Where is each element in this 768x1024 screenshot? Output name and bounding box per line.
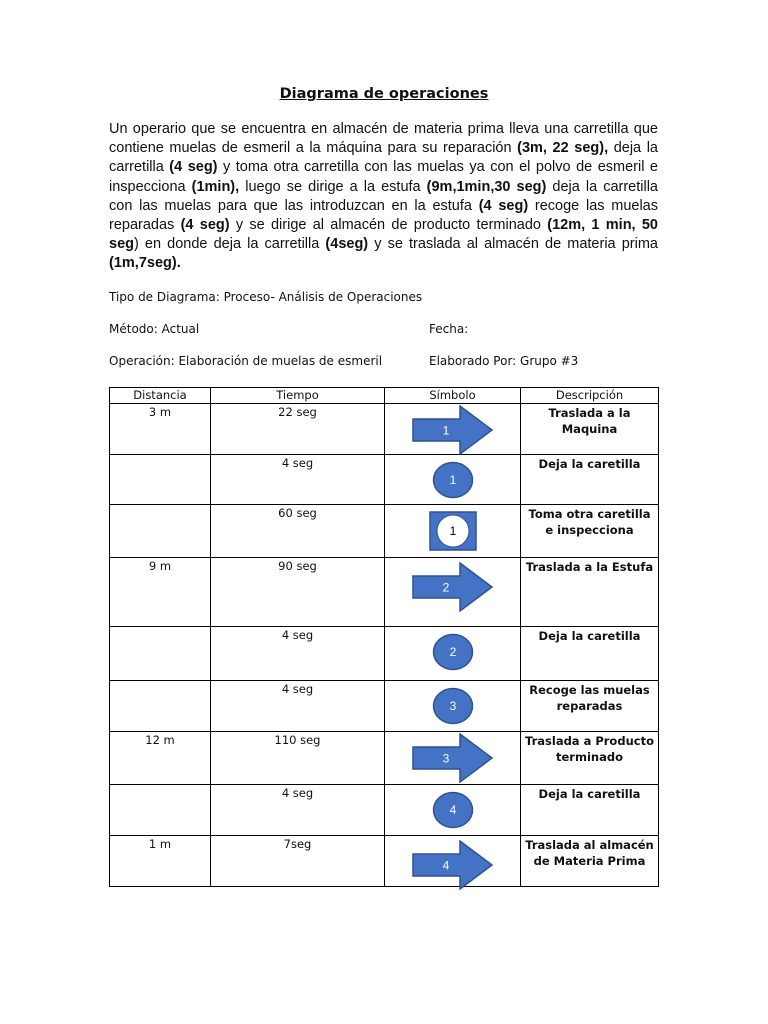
table-row <box>110 404 659 455</box>
symbol-number: 4 <box>442 858 449 873</box>
table-row <box>110 836 659 887</box>
table-row <box>110 627 659 681</box>
cell-tiempo: 4 seg <box>211 785 385 836</box>
cell-tiempo: 22 seg <box>211 404 385 455</box>
cell-distancia <box>110 505 211 558</box>
table-row <box>110 505 659 558</box>
cell-simbolo <box>385 558 521 627</box>
symbol-number: 1 <box>442 423 449 438</box>
table-row <box>110 732 659 785</box>
paragraph-text-run: ) en donde deja la carretilla <box>134 236 326 253</box>
cell-descripcion: Traslada a Producto terminado <box>521 732 659 785</box>
paragraph-text-run: y se traslada al almacén de materia prima <box>368 236 658 253</box>
symbol-shape <box>429 511 477 554</box>
cell-descripcion: Deja la caretilla <box>521 455 659 505</box>
cell-simbolo <box>385 732 521 785</box>
cell-tiempo: 110 seg <box>211 732 385 785</box>
symbol-shape <box>412 840 494 893</box>
cell-descripcion: Deja la caretilla <box>521 627 659 681</box>
paragraph-bold-run: (9m,1min,30 seg) <box>426 178 547 195</box>
paragraph-text-run: luego se dirige a la estufa <box>239 178 427 195</box>
paragraph-text-run: deja la carretilla <box>109 140 658 176</box>
symbol-number: 3 <box>442 751 449 766</box>
method: Método: Actual <box>109 322 200 336</box>
paragraph-bold-run: (4 seg) <box>180 217 230 234</box>
cell-distancia: 3 m <box>110 404 211 455</box>
symbol-number: 2 <box>442 580 449 595</box>
paragraph-text-run: deja la carretilla con las muelas para que las introduzcan en la estufa <box>109 178 658 214</box>
cell-simbolo <box>385 681 521 732</box>
table-row <box>110 681 659 732</box>
paragraph-bold-run: (12m, 1 min, 50 seg <box>109 217 658 253</box>
cell-simbolo <box>385 404 521 455</box>
header-tiempo: Tiempo <box>211 388 385 404</box>
problem-description <box>109 120 658 274</box>
operation: Operación: Elaboración de muelas de esmeril <box>109 354 383 368</box>
cell-descripcion: Traslada a la Estufa <box>521 558 659 627</box>
diagram-type: Tipo de Diagrama: Proceso- Análisis de Operaciones <box>109 290 423 304</box>
symbol-shape <box>432 687 474 728</box>
paragraph-text-run: y se dirige al almacén de producto terminado <box>229 217 548 234</box>
cell-descripcion: Toma otra caretilla e inspecciona <box>521 505 659 558</box>
symbol-shape <box>412 733 494 786</box>
table-header-row <box>110 388 659 404</box>
symbol-number: 4 <box>449 803 456 817</box>
cell-distancia: 9 m <box>110 558 211 627</box>
operation-circle-icon <box>432 461 474 499</box>
cell-distancia <box>110 627 211 681</box>
symbol-shape <box>412 562 494 615</box>
paragraph-bold-run: (3m, 22 seg), <box>517 140 609 157</box>
paragraph-bold-run: (4seg) <box>325 236 369 253</box>
symbol-number: 1 <box>449 473 456 487</box>
cell-simbolo <box>385 836 521 887</box>
move-arrow-icon <box>412 405 494 455</box>
header-simbolo: Símbolo <box>385 388 521 404</box>
paragraph-bold-run: (4 seg) <box>478 197 529 214</box>
cell-simbolo <box>385 455 521 505</box>
paragraph-text-run: Un operario que se encuentra en almacén de materia prima lleva una carretilla que contiene muelas de esmeril a la máquina para su reparación <box>109 121 658 157</box>
cell-tiempo: 4 seg <box>211 455 385 505</box>
header-descripcion: Descripción <box>521 388 659 404</box>
paragraph-text-run: y toma otra carretilla con las muelas ya con el polvo de esmeril e inspecciona <box>109 159 658 195</box>
cell-distancia <box>110 681 211 732</box>
prepared-by: Elaborado Por: Grupo #3 <box>429 354 579 368</box>
symbol-shape <box>432 791 474 832</box>
move-arrow-icon <box>412 733 494 783</box>
table-row <box>110 558 659 627</box>
cell-tiempo: 7seg <box>211 836 385 887</box>
cell-tiempo: 4 seg <box>211 627 385 681</box>
table-row <box>110 785 659 836</box>
move-arrow-icon <box>412 840 494 890</box>
cell-distancia: 12 m <box>110 732 211 785</box>
operations-table <box>109 387 659 887</box>
cell-distancia <box>110 455 211 505</box>
move-arrow-icon <box>412 562 494 612</box>
symbol-shape <box>412 405 494 458</box>
cell-simbolo <box>385 627 521 681</box>
header-distancia: Distancia <box>110 388 211 404</box>
symbol-shape <box>432 633 474 674</box>
paragraph-text-run: recoge las muelas reparadas <box>109 197 658 234</box>
document-title: Diagrama de operaciones <box>279 86 489 102</box>
paragraph-bold-run: (1m,7seg). <box>109 255 181 272</box>
symbol-shape <box>432 461 474 502</box>
cell-tiempo: 60 seg <box>211 505 385 558</box>
inspection-box-icon <box>429 511 477 551</box>
symbol-number: 2 <box>449 645 456 659</box>
cell-descripcion: Traslada a la Maquina <box>521 404 659 455</box>
cell-descripcion: Traslada al almacén de Materia Prima <box>521 836 659 887</box>
date-label: Fecha: <box>429 322 469 336</box>
paragraph-bold-run: (4 seg) <box>169 159 218 176</box>
operation-circle-icon <box>432 687 474 725</box>
cell-distancia: 1 m <box>110 836 211 887</box>
operation-circle-icon <box>432 633 474 671</box>
table-row <box>110 455 659 505</box>
cell-tiempo: 90 seg <box>211 558 385 627</box>
cell-descripcion: Recoge las muelas reparadas <box>521 681 659 732</box>
cell-descripcion: Deja la caretilla <box>521 785 659 836</box>
cell-simbolo <box>385 785 521 836</box>
symbol-number: 1 <box>449 524 456 538</box>
paragraph-bold-run: (1min), <box>191 178 240 195</box>
cell-tiempo: 4 seg <box>211 681 385 732</box>
cell-distancia <box>110 785 211 836</box>
operation-circle-icon <box>432 791 474 829</box>
cell-simbolo <box>385 505 521 558</box>
symbol-number: 3 <box>449 699 456 713</box>
